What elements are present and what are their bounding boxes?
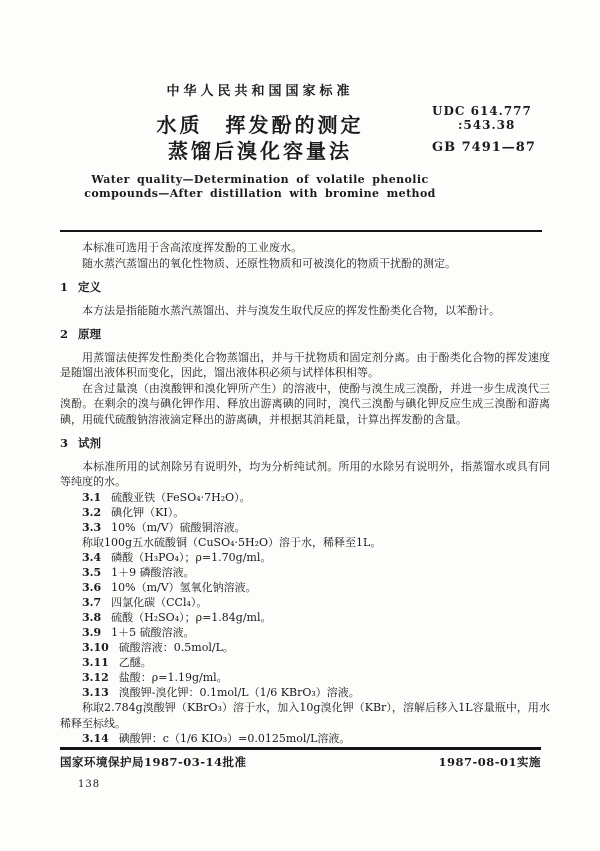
national-standard-label: 中华人民共和国国家标准 bbox=[166, 84, 354, 99]
reagent-text: 硫酸（H₂SO₄）；ρ=1.84g/ml。 bbox=[111, 611, 272, 624]
reagent-number: 3.14 bbox=[82, 732, 109, 745]
title-chinese bbox=[60, 112, 460, 164]
reagent-number: 3.7 bbox=[82, 596, 102, 609]
udc-number-line-2: :543.38 bbox=[458, 118, 516, 132]
section-heading-principle bbox=[60, 327, 550, 343]
principle-paragraph: 用蒸馏法使挥发性酚类化合物蒸馏出，并与干扰物质和固定剂分离。由于酚类化合物的挥发速度是随馏出液体积而变化，因此，馏出液体积必须与试样体积相等。 bbox=[60, 350, 550, 379]
standard-codes-block bbox=[432, 104, 552, 155]
title-english-line-2: compounds—After distillation with bromine method bbox=[84, 187, 436, 200]
standard-number: GB 7491—87 bbox=[432, 140, 536, 155]
reagent-text: 盐酸：ρ=1.19g/ml。 bbox=[118, 671, 228, 684]
section-number: 1 bbox=[60, 280, 69, 294]
reagent-preparation-note: 称取2.784g溴酸钾（KBrO₃）溶于水，加入10g溴化钾（KBr），溶解后移入1L容量瓶中，用水稀释至标线。 bbox=[60, 701, 550, 730]
reagent-number: 3.12 bbox=[82, 671, 109, 684]
reagent-item bbox=[60, 550, 550, 565]
document-body bbox=[60, 240, 550, 746]
reagent-text: 碘化钾（KI）。 bbox=[111, 505, 185, 519]
reagent-text: 1＋5 硫酸溶液。 bbox=[111, 626, 195, 639]
reagent-number: 3.6 bbox=[82, 581, 102, 594]
section-number: 3 bbox=[60, 436, 69, 450]
reagent-item bbox=[60, 625, 550, 640]
document-header bbox=[60, 0, 550, 230]
reagents-intro-paragraph: 本标准所用的试剂除另有说明外，均为分析纯试剂。所用的水除另有说明外，指蒸馏水或具有同等纯度的水。 bbox=[60, 459, 550, 488]
reagent-text: 硫酸溶液：0.5mol/L。 bbox=[118, 641, 234, 654]
implementation-date: 1987-08-01实施 bbox=[438, 755, 541, 769]
reagent-text: 碘酸钾：c（1/6 KIO₃）=0.0125mol/L溶液。 bbox=[118, 732, 351, 745]
reagent-preparation-note: 称取100g五水硫酸铜（CuSO₄·5H₂O）溶于水，稀释至1L。 bbox=[82, 535, 382, 549]
reagent-number: 3.11 bbox=[82, 656, 109, 669]
scope-paragraph: 随水蒸汽蒸馏出的氧化性物质、还原性物质和可被溴化的物质干扰酚的测定。 bbox=[82, 256, 456, 270]
title-block bbox=[60, 0, 460, 201]
reagent-number: 3.1 bbox=[82, 490, 102, 504]
reagent-item bbox=[60, 505, 550, 520]
title-chinese-line-2: 蒸馏后溴化容量法 bbox=[168, 139, 352, 163]
reagent-text: 10%（m/V）氢氧化钠溶液。 bbox=[111, 581, 257, 594]
reagent-number: 3.13 bbox=[82, 686, 109, 699]
reagent-item bbox=[60, 610, 550, 625]
reagent-item bbox=[60, 595, 550, 610]
reagent-text: 乙醚。 bbox=[118, 656, 152, 669]
reagent-number: 3.9 bbox=[82, 626, 102, 639]
document-footer bbox=[60, 754, 541, 770]
section-heading-definition bbox=[60, 280, 550, 296]
reagent-item bbox=[60, 670, 550, 685]
reagent-text: 溴酸钾-溴化钾：0.1mol/L（1/6 KBrO₃）溶液。 bbox=[118, 686, 360, 699]
reagent-number: 3.3 bbox=[82, 520, 102, 534]
definition-paragraph: 本方法是指能随水蒸汽蒸馏出、并与溴发生取代反应的挥发性酚类化合物，以苯酚计。 bbox=[82, 303, 500, 317]
reagent-number: 3.2 bbox=[82, 505, 102, 519]
scope-paragraph: 本标准可选用于含高浓度挥发酚的工业废水。 bbox=[82, 241, 302, 254]
page-number: 138 bbox=[78, 779, 101, 790]
footer-divider-rule bbox=[60, 747, 541, 750]
reagent-text: 磷酸（H₃PO₄）；ρ=1.70g/ml。 bbox=[111, 551, 272, 564]
reagent-text: 硫酸亚铁（FeSO₄·7H₂O）。 bbox=[111, 490, 251, 504]
title-chinese-line-1: 水质 挥发酚的测定 bbox=[156, 113, 364, 137]
section-title: 试剂 bbox=[78, 436, 102, 450]
reagent-text: 四氯化碳（CCl₄）。 bbox=[111, 596, 208, 609]
reagent-number: 3.8 bbox=[82, 611, 102, 624]
title-english-line-1: Water quality—Determination of volatile phenolic bbox=[91, 173, 429, 186]
section-number: 2 bbox=[60, 327, 69, 341]
udc-number-line-1: UDC 614.777 bbox=[432, 104, 532, 118]
reagent-item bbox=[60, 580, 550, 595]
reagent-item bbox=[60, 490, 550, 505]
reagent-item bbox=[60, 565, 550, 580]
reagent-item bbox=[60, 640, 550, 655]
reagent-text: 1＋9 磷酸溶液。 bbox=[111, 566, 195, 579]
reagent-number: 3.10 bbox=[82, 641, 109, 654]
reagent-item bbox=[60, 685, 550, 700]
reagent-number: 3.4 bbox=[82, 551, 102, 564]
section-heading-reagents bbox=[60, 436, 550, 452]
reagent-item bbox=[60, 655, 550, 670]
approval-statement: 国家环境保护局1987-03-14批准 bbox=[60, 755, 247, 769]
reagent-item bbox=[60, 731, 550, 746]
section-title: 原理 bbox=[78, 327, 102, 341]
title-english bbox=[60, 173, 460, 201]
reagent-number: 3.5 bbox=[82, 566, 102, 579]
header-divider-rule bbox=[60, 230, 542, 232]
reagent-item bbox=[60, 520, 550, 535]
reagent-text: 10%（m/V）硫酸铜溶液。 bbox=[111, 520, 246, 534]
principle-paragraph: 在含过量溴（由溴酸钾和溴化钾所产生）的溶液中，使酚与溴生成三溴酚，并进一步生成溴代三溴酚。在剩余的溴与碘化钾作用、释放出游离碘的同时，溴代三溴酚与碘化钾反应生成三溴酚和游离碘，用硫代硫酸钠溶液滴定释出的游离碘，并根据其消耗量，计算出挥发酚的含量。 bbox=[60, 381, 550, 426]
section-title: 定义 bbox=[78, 280, 102, 294]
